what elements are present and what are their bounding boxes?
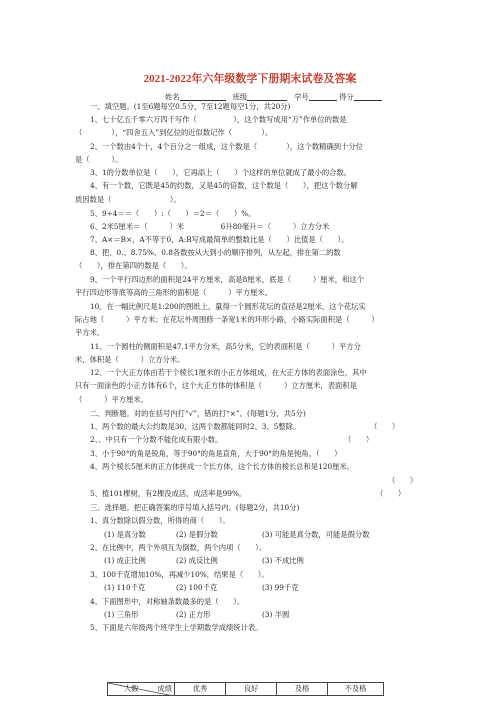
question-text: 1、真分数除以假分数，所得的商（ ）。 <box>90 516 230 525</box>
question-text: 2、一个数由4个十，4个百分之一组成，这个数是（ ），这个数精确到十分位 <box>90 142 363 151</box>
question-text: 8、把、0.、8.75%、0.8各数按从大到小的顺序排列，从左起，排在第二的数 <box>90 248 341 257</box>
option: (1) 110千克 <box>104 583 146 592</box>
option: (3) 半圆 <box>262 610 290 619</box>
question-text: 10、在一幅比例尺是1:200的图纸上，量得一个圆形花坛的直径是2厘米，这个花坛实 <box>90 302 366 311</box>
question-text: 5、植101棵树，有2棵没成活，成活率是99%。 <box>90 489 247 498</box>
corner-label-count: 人数 <box>124 684 139 693</box>
question-text: 际占地（ ）平方米；在花坛外周围修一条宽1米的环形小路，小路实际面积是（ ） <box>75 315 379 324</box>
answer-paren: （ ） <box>376 489 406 498</box>
name-blank <box>180 92 226 101</box>
question-text: 4、有一个数，它既是45的约数，又是45的倍数，这个数是（ ），把这个数分解 <box>90 181 358 190</box>
option: (1) 成正比例 <box>104 556 146 565</box>
question-text: （ ），“四舍五入”到亿位的近似数记作（ ）。 <box>75 128 273 137</box>
question-text: 7、A×＝B×，A不等于0，A:B写成最简单的整数比是（ ）比值是（ ）。 <box>90 235 349 244</box>
answer-paren: （ ） <box>388 476 418 485</box>
question-text: （ ）平方厘米。 <box>75 395 148 404</box>
question-text: 1、两个数的最大公约数是30，这两个数都能同时2、3、5整除。 <box>90 422 301 431</box>
student-info-row <box>165 92 382 101</box>
question-text: （ ），排在第四的数是（ ）。 <box>75 261 192 270</box>
option: (3) 99千克 <box>262 583 299 592</box>
section-1-heading: 一、填空题。(1至6题每空0.5分，7至12题每空1分，共20分) <box>90 102 291 111</box>
option: (3) 不成比例 <box>262 556 304 565</box>
option: (2) 成反比例 <box>176 556 218 565</box>
question-text: 只有一面涂色的小正方体有6个，这个大正方体的体积是（ ）立方厘米，表面积是 <box>75 381 357 390</box>
option: (3) 可能是真分数，可能是假分数 <box>262 530 370 539</box>
page-title: 2021-2022年六年级数学下册期末试卷及答案 <box>143 73 357 85</box>
option: (2) 是假分数 <box>176 530 218 539</box>
corner-header-cell <box>108 683 175 696</box>
option: (2) 正方形 <box>176 610 211 619</box>
question-text: 4、下面图形中，对称轴条数最多的是（ ）。 <box>90 597 245 606</box>
section-3-heading: 三、选择题。把正确答案的序号填入括号内。(每题2分，共10分) <box>90 503 300 512</box>
section-2-heading: 二、判断题。对的在括号内打“√”，错的打“×”。(每题1分，共5分) <box>90 409 306 418</box>
id-blank <box>309 92 337 101</box>
score-blank <box>354 92 382 101</box>
name-label: 姓名 <box>165 92 180 102</box>
question-text: 3、100千克增加10%，再减少10%，结果是（ ）。 <box>90 570 269 579</box>
question-text: 4、两个棱长5厘米的正方体拼成一个长方体，这个长方体的棱长总和是120厘米。 <box>90 462 355 471</box>
question-text: 2、、中只有一个分数不能化成有限小数。 <box>90 435 223 444</box>
question-text: 平方米。 <box>75 328 105 337</box>
class-label: 班级 <box>232 92 248 102</box>
question-text: 9、一个平行四边形的面积是24平方厘米，高是8厘米，底是（ ）厘米，和这个 <box>90 275 364 284</box>
question-text: 5、下面是六年级两个班学生上学期数学成绩统计表。 <box>90 623 263 632</box>
question-text: 3、1的分数单位是（ ），它再添上（ ）个这样的单位就成了最小的合数。 <box>90 168 352 177</box>
class-blank <box>247 92 287 101</box>
question-text: 12、一个大正方体由若干个棱长1厘米的小正方体组成，在大正方体的表面涂色，其中 <box>90 368 367 377</box>
question-text: 质因数是（ ）。 <box>75 195 181 204</box>
question-text: 1、七十亿五千零六万四千写作（ ），这个数写成用“万”作单位的数是 <box>90 115 347 124</box>
question-text: 6、2米5厘米＝（ ）米 6升80毫升＝（ ）立方分米 <box>90 222 330 231</box>
col-header: 优秀 <box>175 683 226 696</box>
question-text: 3、小于90°的角是锐角，等于90°的角是直角，大于90°的角是钝角。（ ） <box>90 449 342 458</box>
question-text: 11、一个圆柱的侧面积是47.1平方分米，高5分米，它的表面积是（ ）平方分 <box>90 342 361 351</box>
question-text: 2、在比例中，两个外项互为倒数，两个内项（ ）。 <box>90 543 267 552</box>
corner-label-grade: 成绩 <box>157 684 172 693</box>
option: (1) 三角形 <box>104 610 139 619</box>
question-text: 米，体积是（ ）立方分米。 <box>75 355 185 364</box>
col-header: 及格 <box>277 683 328 696</box>
answer-paren: （ ） <box>370 422 400 431</box>
option: (1) 是真分数 <box>104 530 146 539</box>
table-header-row <box>108 683 384 696</box>
question-text: 平行四边形等底等高的三角形的面积是（ ）平方厘米。 <box>75 288 273 297</box>
question-text: 5、9÷4＝＝（ ）:（ ）＝2＝（ ）%。 <box>90 209 256 218</box>
answer-paren: （ ） <box>344 435 374 444</box>
id-label: 学号 <box>294 92 309 102</box>
question-text: 是（ ）。 <box>75 155 123 164</box>
option: (2) 100千克 <box>176 583 218 592</box>
score-stats-table <box>107 682 384 696</box>
col-header: 良好 <box>226 683 277 696</box>
col-header: 不及格 <box>328 683 384 696</box>
score-label: 得分 <box>339 92 354 102</box>
